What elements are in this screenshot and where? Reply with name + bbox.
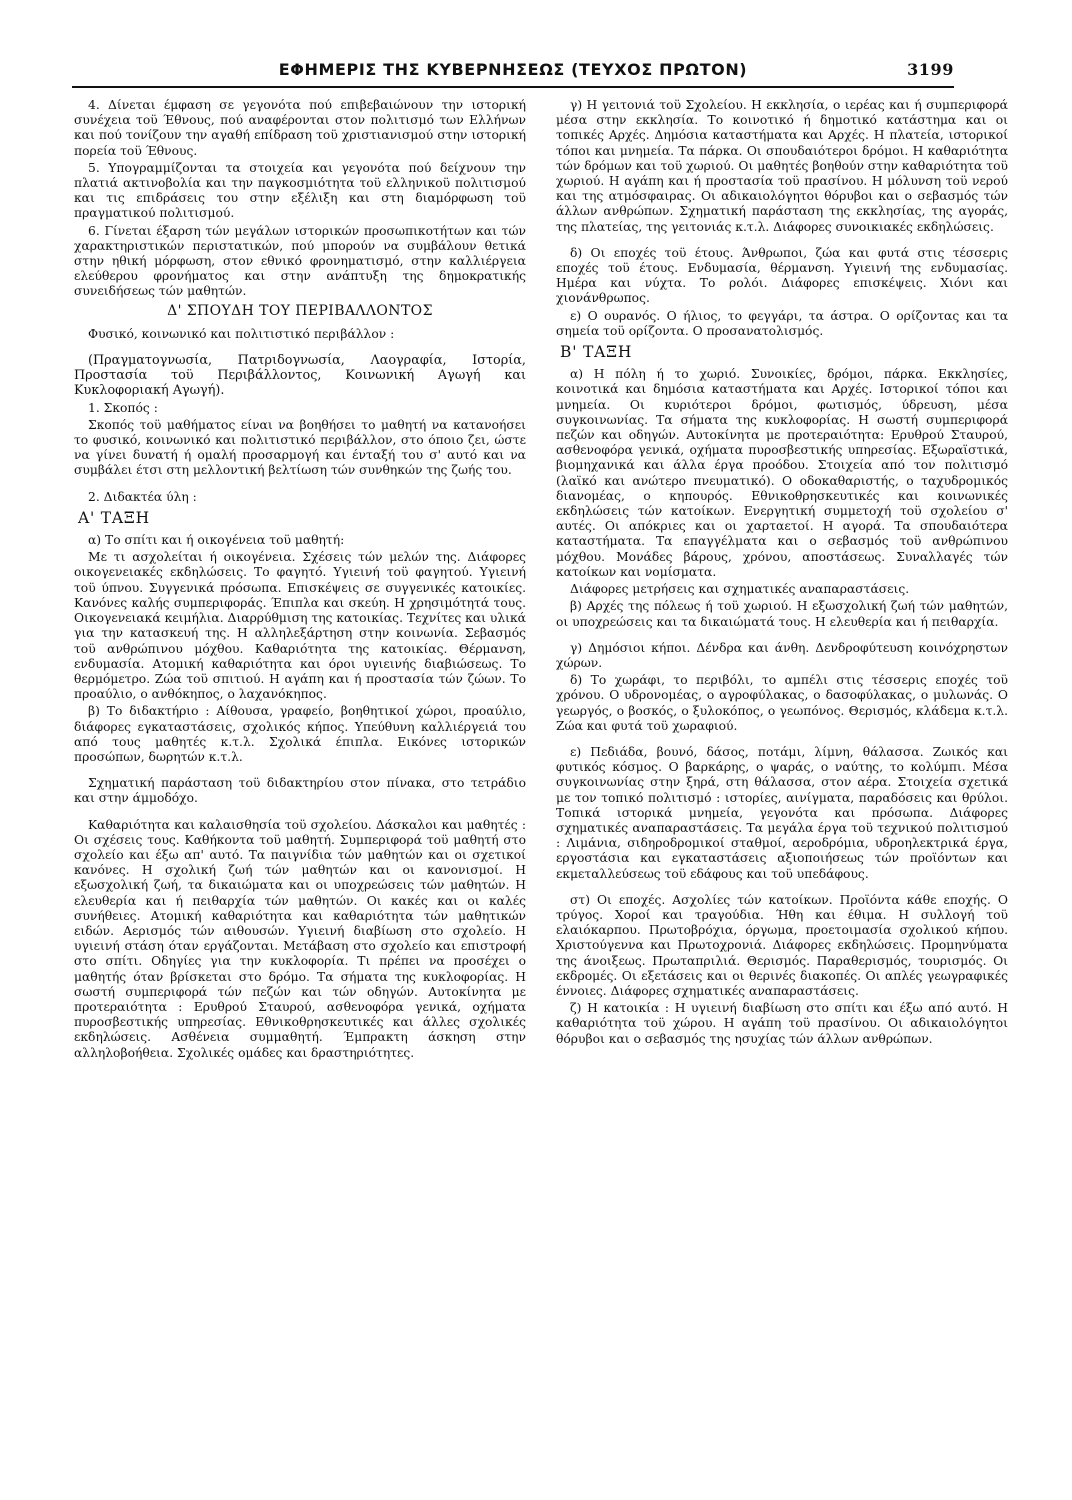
class-a-delta: δ) Οι εποχές τοϋ έτους. Άνθρωποι, ζώα και φυτά στις τέσσερις εποχές τοϋ έτους. Ενδυμασία, θέρμανση. Υγιεινή της ενδυμασίας. Ημέρα και νύχτα. Το ρολόι. Διάφορες επισκέψεις. Χιόνι και χιονάνθρωπος. <box>556 245 1008 306</box>
left-column <box>74 98 526 1063</box>
paragraph-4: 4. Δίνεται έμφαση σε γεγονότα πού επιβεβαιώνουν την ιστορική συνέχεια τοϋ Έθνους, πού αναφέρονται στον πολιτισμό των Ελλήνων και πού τονίζουν την αγαθή επίδραση τοϋ χριστιανισμού στην ιστορική πορεία τοϋ Έθνους. <box>74 98 526 158</box>
class-b-alpha-2: Διάφορες μετρήσεις και σχηματικές αναπαραστάσεις. <box>570 582 910 597</box>
right-column <box>556 98 1008 1049</box>
class-a-beta-text: β) Το διδακτήριο : Αίθουσα, γραφείο, βοηθητικοί χώροι, προαύλιο, διάφορες εγκαταστάσεις, σχολικός κήπος. Υπεύθυνη καλλιέργειά του από τους μαθητές κ.τ.λ. Σχολικά έπιπλα. Εικόνες ιστορικών προσώπων, δωρητών κ.τ.λ. <box>74 704 526 764</box>
class-a-beta-cleanliness: Καθαριότητα και καλαισθησία τοϋ σχολείου. Δάσκαλοι και μαθητές : Οι σχέσεις τους. Καθήκοντα τοϋ μαθητή. Συμπεριφορά τοϋ μαθητή στο σχολείο και έξω απ' αυτό. Τα παιγνίδια τών μαθητών και οι σχετικοί κανόνες. Η σχολική ζωή τών μαθητών και οι κανονισμοί. Η εξωσχολική ζωή, τα δικαιώματα και οι υποχρεώσεις τών μαθητών. Η ελευθερία και ή πειθαρχία τών μαθητών. Οι κακές και οι καλές συνήθειες. Ατομική καθαριότητα και καθαριότητα τών μαθητικών ειδών. Αερισμός τών αιθουσών. Υγιεινή διαβίωση στο σχολείο. Η υγιεινή στάση όταν εργάζονται. Μετάβαση στο σχολείο και επιστροφή στο σπίτι. Οδηγίες για την κυκλοφορία. Τι πρέπει να προσέχει ο μαθητής όταν βρίσκεται στο δρόμο. Τα σήματα της κυκλοφορίας. Η σωστή συμπεριφορά τών πεζών και τών οδηγών. Αυτοκίνητα με προτεραιότητα : Ερυθρού Σταυρού, ασθενοφόρα γενικά, οχήματα πυροσβεστικής υπηρεσίας. Εθνικοθρησκευτικές και άλλες σχολικές εκδηλώσεις. Ασθένεια συμμαθητή. Έμπρακτη άσκηση στην αλληλοβοήθεια. Σχολικές ομάδες και δραστηριότητες. <box>74 817 526 1060</box>
aim-label: 1. Σκοπός : <box>88 400 158 415</box>
page-header <box>72 56 954 88</box>
class-b-beta: β) Αρχές της πόλεως ή τοϋ χωριού. Η εξωσχολική ζωή τών μαθητών, οι υποχρεώσεις και τα δικαιώματά τους. Η ελευθερία και ή πειθαρχία. <box>556 599 1008 629</box>
class-a-epsilon: ε) Ο ουρανός. Ο ήλιος, το φεγγάρι, τα άστρα. Ο ορίζοντας και τα σημεία τοϋ ορίζοντα. Ο προσανατολισμός. <box>556 308 1008 338</box>
class-a-alpha-title: α) Το σπίτι και ή οικογένεια τοϋ μαθητή: <box>88 533 345 548</box>
class-b-heading: Β' ΤΑΞΗ <box>560 343 633 362</box>
class-a-heading: Α' ΤΑΞΗ <box>78 508 150 527</box>
page-number: 3199 <box>907 60 954 79</box>
paragraph-6: 6. Γίνεται έξαρση τών μεγάλων ιστορικών προσωπικοτήτων και τών χαρακτηριστικών περιστατικών, πού μπορούν να συμβάλουν θετικά στην ηθική μόρφωση, στον εθνικό φρονηματισμό, στην καλλιέργεια ελεύθερου φρονήματος και στην ανάπτυξη της δημοκρατικής συνειδήσεως τών μαθητών. <box>74 223 526 299</box>
class-a-alpha-text: Με τι ασχολείται ή οικογένεια. Σχέσεις τών μελών της. Διάφορες οικογενειακές εκδηλώσεις. Το φαγητό. Υγιεινή τοϋ φαγητού. Υγιεινή τοϋ ύπνου. Συγγενικά πρόσωπα. Επισκέψεις σε συγγενικές κατοικίες. Κανόνες καλής συμπεριφοράς. Έπιπλα και σκεύη. Η χρησιμότητά τους. Οικογενειακά κειμήλια. Διαρρύθμιση της κατοικίας. Τεχνίτες και υλικά για την κατασκευή της. Η αλληλεξάρτηση στην κοινωνία. Σεβασμός τοϋ ανθρώπινου μόχθου. Καθαριότητα της κατοικίας. Θέρμανση, ενδυμασία. Ατομική καθαριότητα και όροι υγιεινής διαβιώσεως. Το θερμόμετρο. Ζώα τοϋ σπιτιού. Η αγάπη και ή προστασία τών ζώων. Το προαύλιο, ο ανθόκηπος, ο λαχανόκηπος. <box>74 550 526 702</box>
class-b-epsilon: ε) Πεδιάδα, βουνό, δάσος, ποτάμι, λίμνη, θάλασσα. Ζωικός και φυτικός κόσμος. Ο βαρκάρης, ο ψαράς, ο ναύτης, το κολύμπι. Μέσα συγκοινωνίας στην ξηρά, στη θάλασσα, στον αέρα. Στοιχεία σχετικά με τον τοπικό πολιτισμό : ιστορίες, αινίγματα, παραδόσεις και θρύλοι. Τοπικά ιστορικά μνημεία, γεγονότα και πρόσωπα. Διάφορες σχηματικές αναπαραστάσεις. Τα μεγάλα έργα τοϋ τεχνικού πολιτισμού : Λιμάνια, σιδηροδρομικοί σταθμοί, αεροδρόμια, υδροηλεκτρικά έργα, εργοστάσια και εγκαταστάσεις αξιοποιήσεως τών προϊόντων και εκμεταλλεύσεως τοϋ εδάφους και τοϋ υπεδάφους. <box>556 744 1008 881</box>
aim-text: Σκοπός τοϋ μαθήματος είναι να βοηθήσει το μαθητή να κατανοήσει το φυσικό, κοινωνικό και πολιτιστικό περιβάλλον, στο όποιο ζει, ώστε να γίνει δυνατή ή ομαλή προσαρμογή και ένταξή του σ' αυτό και να συμβάλει έτσι στη μελλοντική βελτίωση τών συνθηκών της ζωής του. <box>74 417 526 478</box>
subjects-list: (Πραγματογνωσία, Πατριδογνωσία, Λαογραφία, Ιστορία, Προστασία τοϋ Περιβάλλοντος, Κοινωνική Αγωγή και Κυκλοφοριακή Αγωγή). <box>74 353 526 399</box>
gazette-title: ΕΦΗΜΕΡΙΣ ΤΗΣ ΚΥΒΕΡΝΗΣΕΩΣ (ΤΕΥΧΟΣ ΠΡΩΤΟΝ) <box>278 60 748 79</box>
class-b-zeta: ζ) Η κατοικία : Η υγιεινή διαβίωση στο σπίτι και έξω από αυτό. Η καθαριότητα τοϋ χώρου. Η αγάπη τοϋ πρασίνου. Οι αδικαιολόγητοι θόρυβοι και ο σεβασμός της ησυχίας τών άλλων ανθρώπων. <box>556 1001 1008 1046</box>
content-label: 2. Διδακτέα ύλη : <box>88 489 197 504</box>
class-a-gamma: γ) Η γειτονιά τοϋ Σχολείου. Η εκκλησία, ο ιερέας και ή συμπεριφορά μέσα στην εκκλησία. Το κοινοτικό ή δημοτικό κατάστημα και οι τοπικές Αρχές. Δημόσια καταστήματα και Αρχές. Η πλατεία, ιστορικοί τόποι και μνημεία. Τα πάρκα. Οι σπουδαιότεροι δρόμοι. Η καθαριότητα τών δρόμων και τοϋ χωριού. Οι μαθητές βοηθούν στην καθαριότητα τοϋ χωριού. Η αγάπη και ή προστασία τοϋ πρασίνου. Η μόλυνση τοϋ νερού και της ατμόσφαιρας. Οι αδικαιολόγητοι θόρυβοι και ο σεβασμός τών άλλων ανθρώπων. Σχηματική παράσταση της εκκλησίας, της αγοράς, της πλατείας, της γειτονιάς κ.τ.λ. Διάφορες συνοικιακές εκδηλώσεις. <box>556 98 1008 234</box>
class-b-st: στ) Οι εποχές. Ασχολίες τών κατοίκων. Προϊόντα κάθε εποχής. Ο τρύγος. Χοροί και τραγούδια. Ήθη και έθιμα. Η συλλογή τοϋ ελαιόκαρπου. Πρωτοβρόχια, όργωμα, προετοιμασία σχολικού κήπου. Χριστούγεννα και Πρωτοχρονιά. Διάφορες εκδηλώσεις. Προμηνύματα της άνοιξεως. Πρωταπριλιά. Θερισμός. Παραθερισμός, τουρισμός. Οι εκδρομές. Οι εξετάσεις και οι θερινές διακοπές. Οι απλές γεωγραφικές έννοιες. Διάφορες σχηματικές αναπαραστάσεις. <box>556 892 1008 998</box>
class-a-beta-schema: Σχηματική παράσταση τοϋ διδακτηρίου στον πίνακα, στο τετράδιο και στην άμμοδόχο. <box>74 776 526 806</box>
class-b-gamma: γ) Δημόσιοι κήποι. Δένδρα και άνθη. Δενδροφύτευση κοινόχρηστων χώρων. <box>556 640 1008 670</box>
section-subtitle: Φυσικό, κοινωνικό και πολιτιστικό περιβάλλον : <box>88 326 395 341</box>
class-b-alpha: α) Η πόλη ή το χωριό. Συνοικίες, δρόμοι, πάρκα. Εκκλησίες, κοινοτικά και δημόσια καταστήματα και Αρχές. Ιστορικοί τόποι και μνημεία. Οι κυριότεροι δρόμοι, φωτισμός, ύδρευση, μέσα συγκοινωνίας. Τα σήματα της κυκλοφορίας. Η σωστή συμπεριφορά πεζών και οδηγών. Αυτοκίνητα με προτεραιότητα: Ερυθρού Σταυρού, ασθενοφόρα γενικά, οχήματα πυροσβεστικής υπηρεσίας. Εξωραϊστικά, βιομηχανικά και άλλα έργα προόδου. Στοιχεία από τον πολιτισμό (λαϊκό και ανώτερο πνευματικό). Ο οδοκαθαριστής, ο ταχυδρομικός διανομέας, ο κηπουρός. Εθνικοθρησκευτικές και κοινωνικές εκδηλώσεις τών κατοίκων. Ενεργητική συμμετοχή τοϋ σχολείου σ' αυτές. Οι απόκριες και οι χαρταετοί. Η αγορά. Τα σπουδαιότερα καταστήματα. Τα επαγγέλματα και ο σεβασμός τοϋ ανθρώπινου μόχθου. Μονάδες βάρους, χρόνου, αποστάσεως. Συναλλαγές τών κατοίκων και νομίσματα. <box>556 367 1008 579</box>
class-b-delta: δ) Το χωράφι, το περιβόλι, το αμπέλι στις τέσσερις εποχές τοϋ χρόνου. Ο υδρονομέας, ο αγροφύλακας, ο δασοφύλακας, ο μυλωνάς. Ο γεωργός, ο βοσκός, ο ξυλοκόπος, ο γεωπόνος. Θερισμός, κλάδεμα κ.τ.λ. Ζώα και φυτά τοϋ χωραφιού. <box>556 673 1008 733</box>
section-heading: Δ' ΣΠΟΥΔΗ ΤΟΥ ΠΕΡΙΒΑΛΛΟΝΤΟΣ <box>167 302 433 319</box>
paragraph-5: 5. Υπογραμμίζονται τα στοιχεία και γεγονότα πού δείχνουν την πλατιά ακτινοβολία και την παγκοσμιότητα τοϋ ελληνικοϋ πολιτισμού και τις επιδράσεις του στην εξέλιξη και στη διαμόρφωση τοϋ πραγματικού πολιτισμού. <box>74 160 526 221</box>
